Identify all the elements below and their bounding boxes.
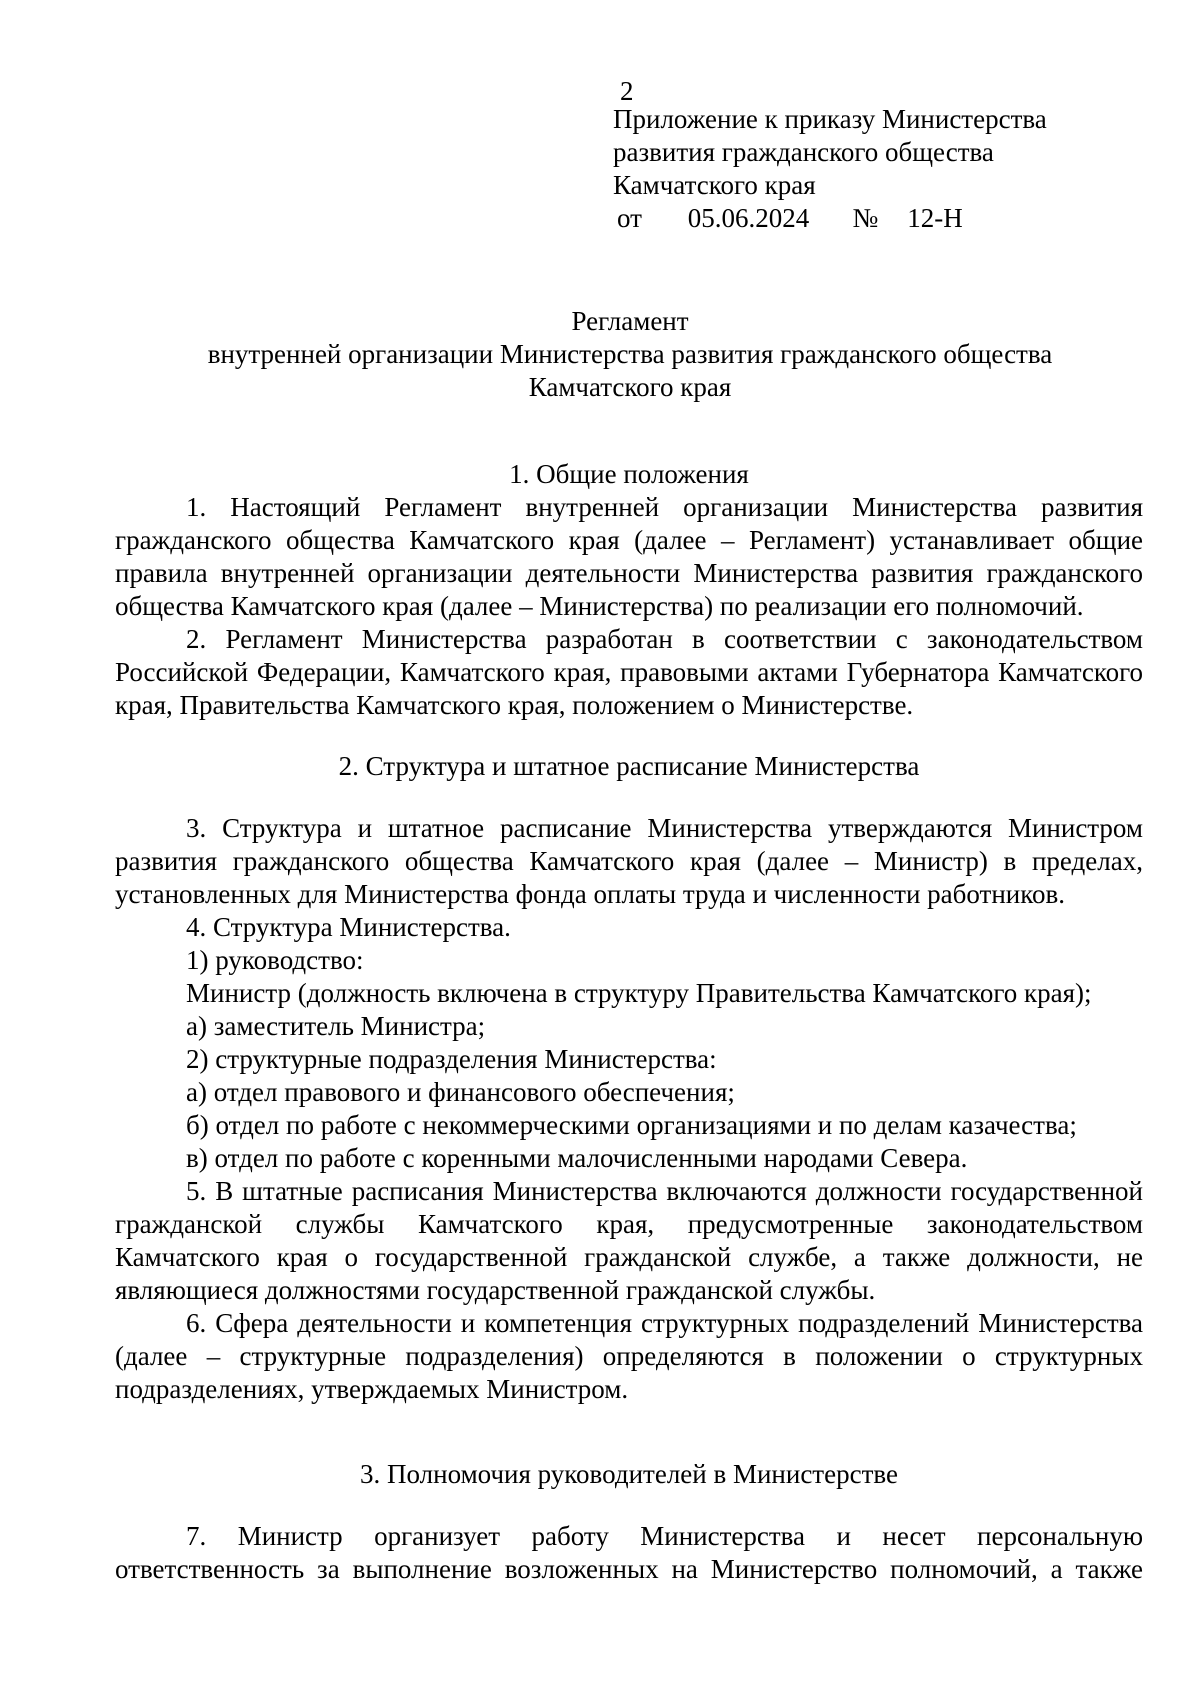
section-heading-2: 2. Структура и штатное расписание Министерства bbox=[338, 751, 920, 781]
paragraph-7: 7. Министр организует работу Министерства и несет персональную ответственность за выполнение возложенных на Министерство полномочий, а также bbox=[115, 1521, 1143, 1584]
section-heading-1: 1. Общие положения bbox=[509, 459, 749, 489]
structure-item: 1) руководство: bbox=[186, 945, 364, 975]
order-date: 05.06.2024 bbox=[687, 203, 810, 233]
paragraph-2: 2. Регламент Министерства разработан в соответствии с законодательством Российской Федерации, Камчатского края, правовыми актами Губернатора Камчатского края, Правительства Камчатского края, положением о Министерстве. bbox=[115, 624, 1143, 720]
structure-item: 2) структурные подразделения Министерства: bbox=[186, 1044, 717, 1074]
paragraph-5: 5. В штатные расписания Министерства включаются должности государственной гражданской службы Камчатского края, предусмотренные законодательством Камчатского края о государственной гражданской службе, а также должности, не являющиеся должностями государственной гражданской службы. bbox=[115, 1176, 1143, 1305]
annex-block bbox=[613, 103, 1173, 235]
order-number: 12-Н bbox=[907, 203, 963, 233]
paragraph-1: 1. Настоящий Регламент внутренней организации Министерства развития гражданского общества Камчатского края (далее – Регламент) устанавливает общие правила внутренней организации деятельности Министерства развития гражданского общества Камчатского края (далее – Министерства) по реализации его полномочий. bbox=[115, 492, 1143, 621]
page-number: 2 bbox=[620, 76, 634, 106]
annex-line: Камчатского края bbox=[613, 170, 816, 200]
document-title bbox=[0, 305, 1200, 404]
structure-item: а) заместитель Министра; bbox=[186, 1011, 486, 1041]
document-body bbox=[115, 458, 1143, 1586]
annex-line: развития гражданского общества bbox=[613, 137, 994, 167]
annex-date-line bbox=[613, 202, 1173, 235]
structure-item: б) отдел по работе с некоммерческими организациями и по делам казачества; bbox=[186, 1110, 1077, 1140]
paragraph-3: 3. Структура и штатное расписание Министерства утверждаются Министром развития гражданского общества Камчатского края (далее – Министр) в пределах, установленных для Министерства фонда оплаты труда и численности работников. bbox=[115, 813, 1143, 909]
title-line: внутренней организации Министерства развития гражданского общества bbox=[207, 339, 1053, 369]
number-sign: № bbox=[852, 203, 879, 233]
date-prefix: от bbox=[617, 203, 642, 233]
paragraph-6: 6. Сфера деятельности и компетенция структурных подразделений Министерства (далее – структурные подразделения) определяются в положении о структурных подразделениях, утверждаемых Министром. bbox=[115, 1308, 1143, 1404]
title-line: Камчатского края bbox=[528, 372, 732, 402]
structure-item: а) отдел правового и финансового обеспечения; bbox=[186, 1077, 735, 1107]
section-heading-3: 3. Полномочия руководителей в Министерстве bbox=[360, 1459, 898, 1489]
annex-line: Приложение к приказу Министерства bbox=[613, 104, 1047, 134]
structure-item: Министр (должность включена в структуру Правительства Камчатского края); bbox=[186, 978, 1092, 1008]
paragraph-4: 4. Структура Министерства. bbox=[186, 912, 511, 942]
structure-item: в) отдел по работе с коренными малочисленными народами Севера. bbox=[186, 1143, 968, 1173]
title-line: Регламент bbox=[571, 306, 689, 336]
